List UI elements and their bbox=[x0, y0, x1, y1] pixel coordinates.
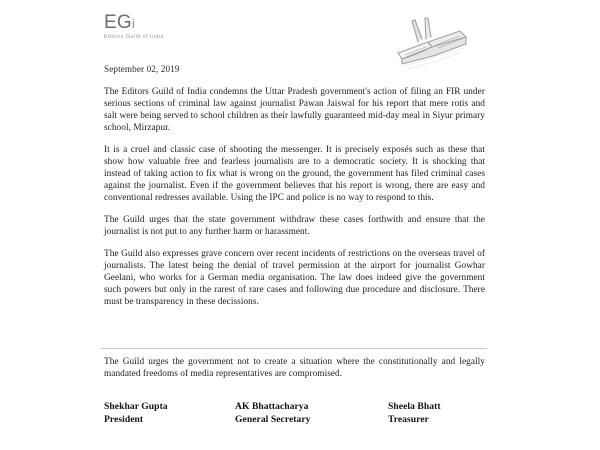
signatory-title: General Secretary bbox=[235, 413, 311, 425]
logo-subtitle: Editors Guild of India bbox=[104, 34, 164, 40]
open-book-with-quills-emblem bbox=[388, 12, 474, 74]
signature-block bbox=[104, 401, 490, 431]
letterhead bbox=[0, 0, 600, 80]
signatory bbox=[388, 401, 441, 426]
logo-wordmark bbox=[104, 13, 164, 32]
signatory-name: Shekhar Gupta bbox=[104, 401, 168, 412]
document-date: September 02, 2019 bbox=[104, 64, 180, 74]
statement-body bbox=[104, 86, 485, 308]
signatory-title: Treasurer bbox=[388, 413, 429, 425]
paragraph: The Guild urges that the state government withdraw these cases forthwith and ensure that the journalist is not put to any further harm or harassment. bbox=[104, 215, 485, 238]
paragraph: The Guild urges the government not to create a situation where the constitutionally and legally mandated freedoms of media representatives are compromised. bbox=[104, 357, 485, 380]
signatory bbox=[235, 401, 311, 426]
editors-guild-logo bbox=[104, 13, 164, 40]
paragraph: The Editors Guild of India condemns the Uttar Pradesh government's action of filing an FIR under serious sections of criminal law against journalist Pawan Jaiswal for his report that mere rotis and salt were being served to school children as their lawfully guaranteed mid-day meal in Siyur primary school, Mirzapur. bbox=[104, 87, 485, 134]
signatory-title: President bbox=[104, 413, 144, 425]
signatory-name: AK Bhattacharya bbox=[235, 401, 309, 412]
paragraph: The Guild also expresses grave concern over recent incidents of restrictions on the overseas travel of journalists. The latest being the denial of travel permission at the airport for journalist Gowhar Geelani, who works for a German media organisation. The law does indeed give the government such powers but only in the rarest of rare cases and following due procedure and disclosure. There must be transparency in these decissions. bbox=[104, 248, 485, 308]
signatory-name: Sheela Bhatt bbox=[388, 401, 441, 412]
paragraph: It is a cruel and classic case of shooting the messenger. It is precisely exposés such as these that show how valuable free and fearless journalists are to a democratic society. It is shocking that instead of taking action to fix what is wrong on the ground, the government has filed criminal cases against the journalist. Even if the government believes that his report is wrong, there are easy and conventional redresses available. Using the IPC and police is no way to respond to this. bbox=[104, 144, 485, 204]
section-divider bbox=[101, 348, 487, 349]
logo-wordmark-text: EG bbox=[104, 12, 132, 33]
closing-statement bbox=[104, 356, 485, 380]
signatory bbox=[104, 401, 168, 426]
logo-wordmark-suffix: i bbox=[131, 16, 135, 31]
